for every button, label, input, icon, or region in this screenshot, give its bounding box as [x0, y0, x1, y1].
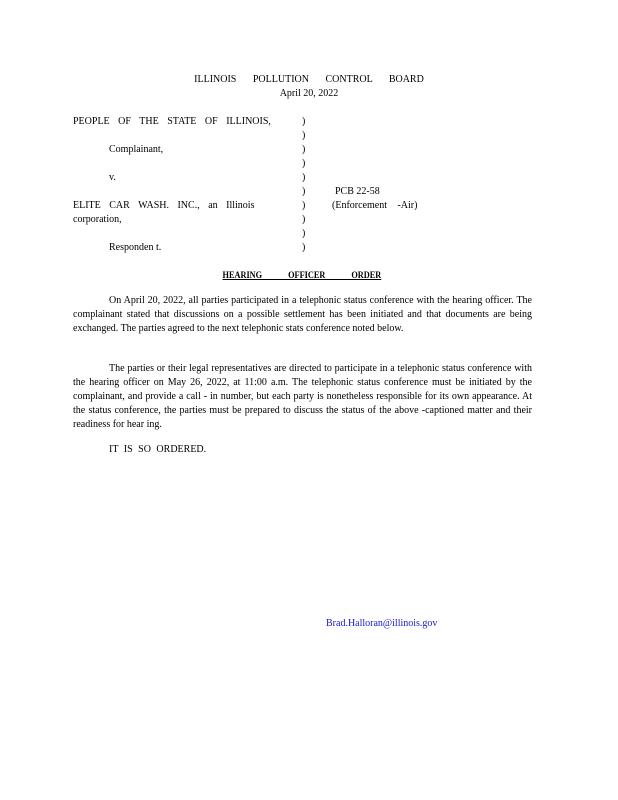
paren: )	[302, 130, 306, 141]
case-caption	[73, 115, 543, 255]
order-heading-text: HEARING OFFICER ORDER	[222, 270, 381, 280]
caption-parentheses	[302, 115, 312, 255]
caption-spacer	[73, 185, 298, 199]
paren: )	[302, 242, 306, 253]
case-type: (Enforcement -Air)	[332, 200, 418, 211]
paren: )	[302, 186, 306, 197]
defendant-name-cont: corporation,	[73, 214, 122, 225]
board-title: ILLINOIS POLLUTION CONTROL BOARD	[194, 74, 424, 85]
defendant-name: ELITE CAR WASH. INC., an Illinois	[73, 200, 255, 211]
caption-spacer	[73, 129, 298, 143]
plaintiff-name: PEOPLE OF THE STATE OF ILLINOIS,	[73, 116, 271, 127]
versus-label: v.	[109, 172, 116, 183]
case-number: PCB 22-58	[335, 186, 380, 197]
caption-parties	[73, 115, 298, 255]
closing-statement: IT IS SO ORDERED.	[109, 444, 207, 455]
paren: )	[302, 172, 306, 183]
paren: )	[302, 228, 306, 239]
order-heading	[0, 268, 618, 283]
signature-email-link[interactable]: Brad.Halloran@illinois.gov	[326, 618, 438, 629]
plaintiff-role: Complainant,	[109, 144, 164, 155]
paren: )	[302, 200, 306, 211]
defendant-role: Responden t.	[109, 242, 162, 253]
caption-spacer	[73, 157, 298, 171]
caption-spacer	[73, 227, 298, 241]
paren: )	[302, 116, 306, 127]
paren: )	[302, 158, 306, 169]
paren: )	[302, 214, 306, 225]
paren: )	[302, 144, 306, 155]
order-paragraph: The parties or their legal representatives are directed to participate in a telephonic status conference with the hearing officer on May 26, 2022, at 11:00 a.m. The telephonic status conference must be initiated by the complainant, and provide a call - in number, but each party is nonetheless responsible for its own appearance. At the status conference, the parties must be prepared to discuss the status of the above -captioned matter and their readiness for hear ing.	[73, 363, 532, 430]
document-date: April 20, 2022	[279, 88, 339, 99]
order-paragraph: On April 20, 2022, all parties participated in a telephonic status conference with the hearing officer. The complainant stated that discussions on a possible settlement has been initiated and that documents are being exchanged. The parties agreed to the next telephonic stats conference noted below.	[73, 295, 532, 334]
